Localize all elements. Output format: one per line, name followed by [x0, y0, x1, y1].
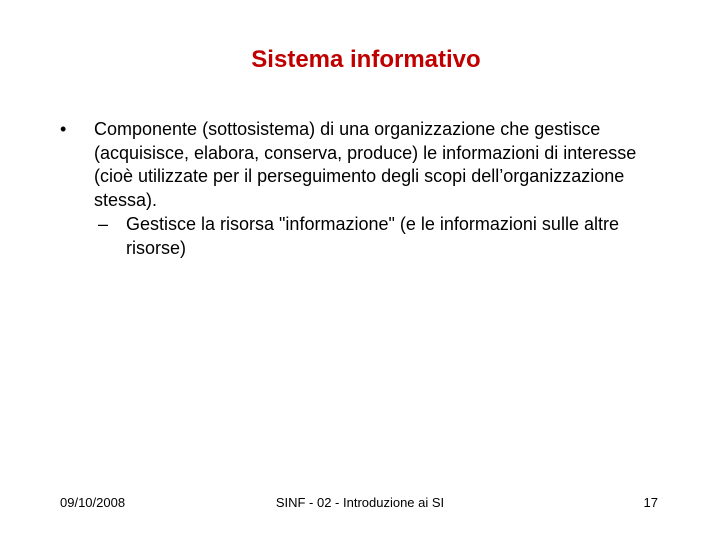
- slide-title: Sistema informativo: [251, 46, 481, 73]
- page-number: 17: [643, 495, 658, 510]
- sub-bullet-marker: –: [98, 214, 109, 234]
- footer-title: SINF - 02 - Introduzione ai SI: [275, 495, 445, 510]
- sub-bullet-text: Gestisce la risorsa "informazione" (e le informazioni sulle altre risorse): [126, 214, 619, 258]
- footer-date: 09/10/2008: [60, 495, 126, 510]
- bullet-item: [60, 118, 670, 212]
- bullet-marker: •: [60, 119, 67, 139]
- bullet-text: Componente (sottosistema) di una organizzazione che gestisce (acquisisce, elabora, conserva, produce) le informazioni di interesse (cioè utilizzate per il perseguimento degli scopi dell’organizzazione stessa).: [94, 119, 637, 210]
- bullet-list: [60, 118, 670, 260]
- sub-bullet-item: [60, 213, 670, 260]
